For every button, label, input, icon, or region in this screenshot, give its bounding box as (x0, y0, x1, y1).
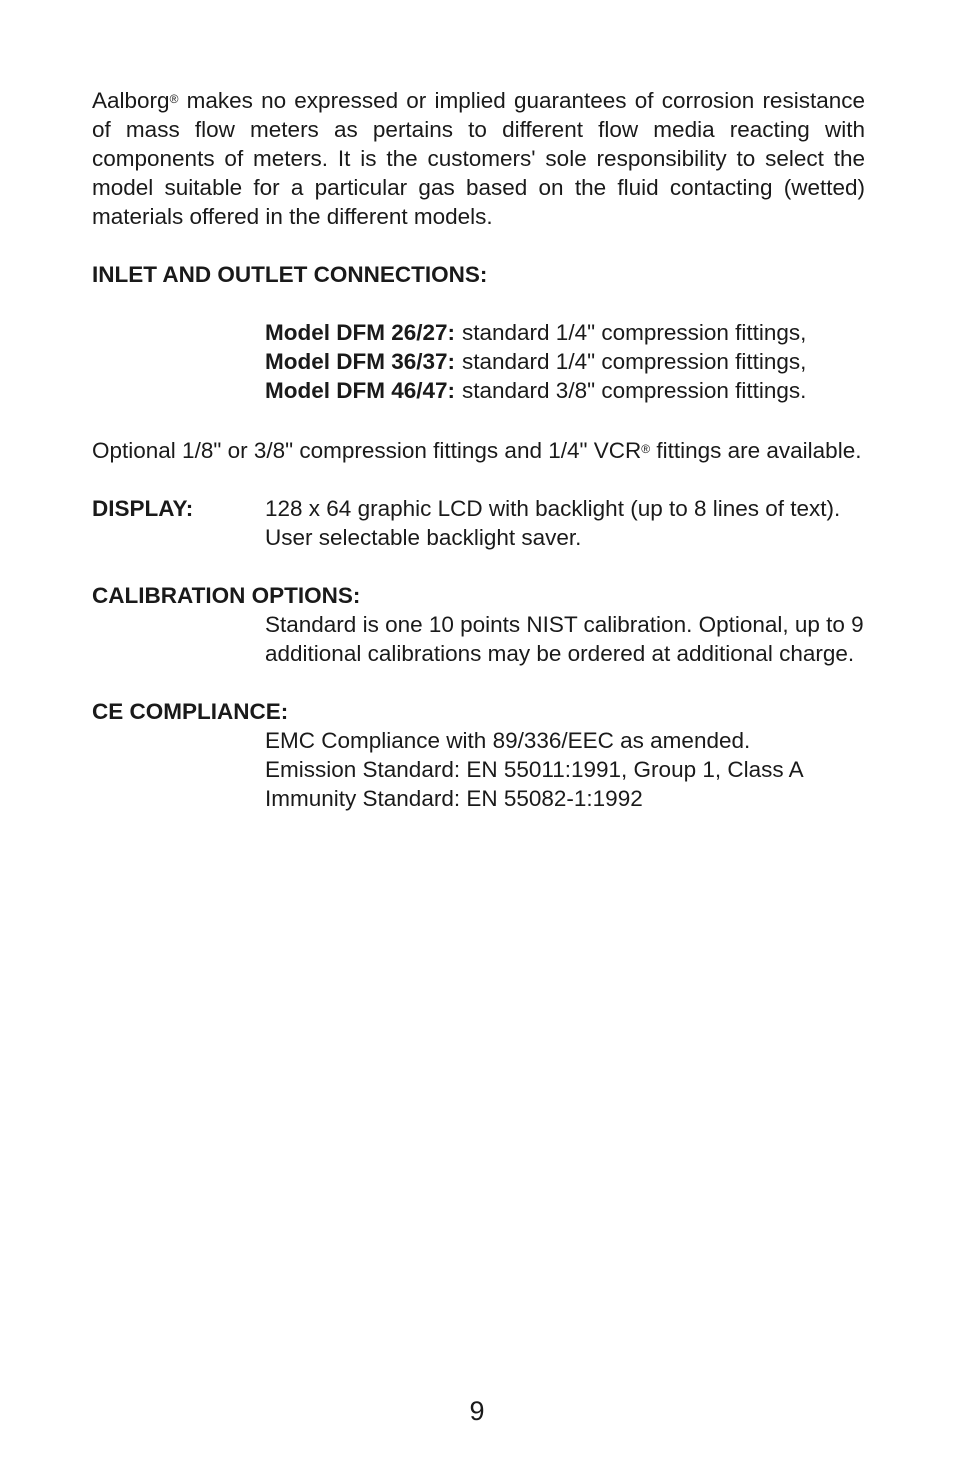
intro-text: makes no expressed or implied guarantees of corrosion resistance of mass flow meters as pertains to different flow media reacting with components of meters. It is the customers' sole responsibility to select the model suitable for a particular gas based on the fluid contacting (wetted) materials offered in the different models. (92, 88, 865, 229)
optional-text-after: fittings are available. (650, 438, 862, 463)
display-line: User selectable backlight saver. (265, 525, 582, 550)
display-section (92, 494, 865, 552)
page-number: 9 (469, 1396, 485, 1426)
model-label: Model DFM 36/37: (265, 349, 456, 374)
connections-heading: INLET AND OUTLET CONNECTIONS: (92, 262, 488, 287)
ce-line: EMC Compliance with 89/336/EEC as amended. (265, 728, 751, 753)
model-label: Model DFM 46/47: (265, 378, 456, 403)
calibration-line: additional calibrations may be ordered at additional charge. (265, 641, 855, 666)
display-line: 128 x 64 graphic LCD with backlight (up to 8 lines of text). (265, 496, 841, 521)
model-value: standard 1/4" compression fittings, (462, 320, 807, 345)
calibration-line: Standard is one 10 points NIST calibration. Optional, up to 9 (265, 612, 864, 637)
model-value: standard 1/4" compression fittings, (462, 349, 807, 374)
registered-mark: ® (641, 442, 651, 456)
model-list (265, 318, 865, 405)
display-description (265, 494, 840, 552)
brand-name: Aalborg (92, 88, 170, 113)
model-value: standard 3/8" compression fittings. (462, 378, 807, 403)
intro-paragraph (92, 86, 865, 231)
optional-fittings-note (92, 436, 865, 465)
model-label: Model DFM 26/27: (265, 320, 456, 345)
ce-heading: CE COMPLIANCE: (92, 699, 289, 724)
registered-mark: ® (169, 92, 179, 106)
calibration-heading: CALIBRATION OPTIONS: (92, 583, 361, 608)
model-row (265, 376, 865, 405)
ce-line: Emission Standard: EN 55011:1991, Group 1, Class A (265, 757, 804, 782)
calibration-description (265, 610, 865, 668)
ce-description (265, 726, 865, 813)
document-body (92, 86, 865, 813)
model-row (265, 318, 865, 347)
optional-text-before: Optional 1/8" or 3/8" compression fittings and 1/4" VCR (92, 438, 642, 463)
display-heading: DISPLAY: (92, 496, 194, 521)
model-row (265, 347, 865, 376)
calibration-section (92, 581, 865, 668)
ce-section (92, 697, 865, 813)
ce-line: Immunity Standard: EN 55082-1:1992 (265, 786, 643, 811)
